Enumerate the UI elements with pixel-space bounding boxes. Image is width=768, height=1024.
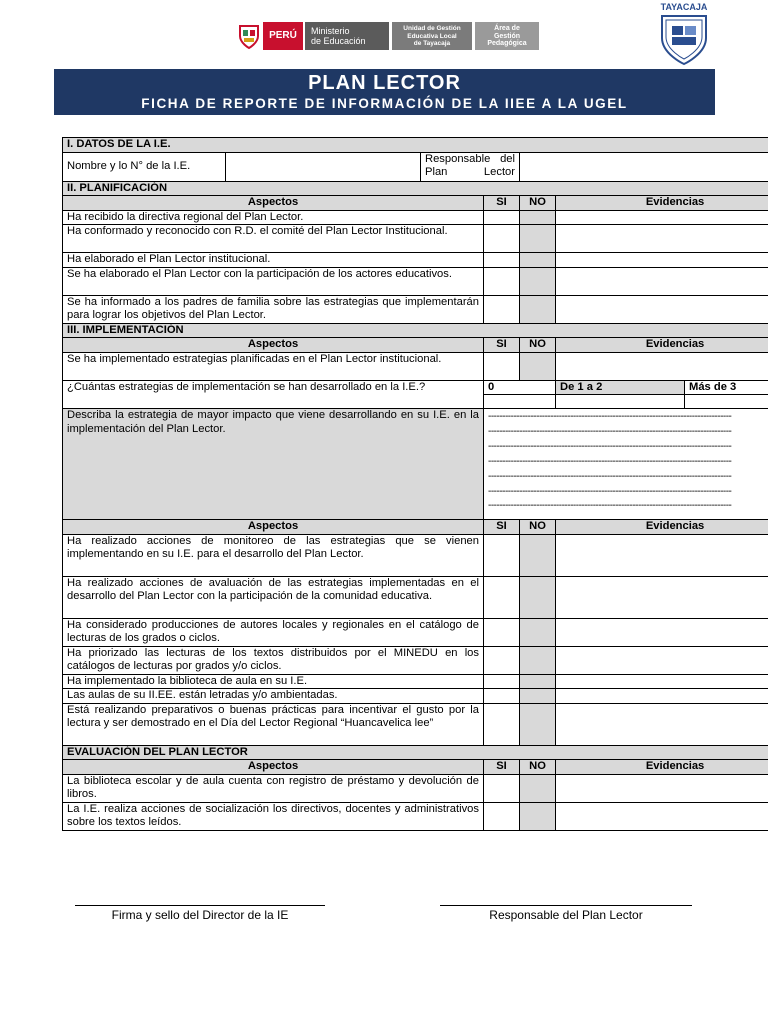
aspect-text: Ha elaborado el Plan Lector institucional.: [63, 253, 484, 268]
section-title-planificacion: II. PLANIFICACIÓN: [63, 181, 768, 196]
table-row: [63, 674, 768, 689]
table-row: [63, 295, 768, 323]
responsable-signature-line[interactable]: [440, 905, 692, 906]
si-cell[interactable]: [484, 267, 520, 295]
no-cell[interactable]: [520, 534, 556, 576]
option-mas-de-3[interactable]: Más de 3: [685, 380, 768, 395]
evidencias-cell[interactable]: [556, 210, 768, 225]
ministerio-logo: [305, 22, 389, 50]
si-cell[interactable]: [484, 774, 520, 802]
table-row: [63, 225, 768, 253]
evidencias-cell[interactable]: [556, 646, 768, 674]
section-datos-row: [63, 138, 768, 153]
dash-line: --------------------------------------------------------------------------------------: [488, 425, 732, 437]
table-row: [63, 703, 768, 745]
evidencias-cell[interactable]: [556, 267, 768, 295]
evidencias-cell[interactable]: [556, 689, 768, 704]
ugel-line3: de Tayacaja: [413, 40, 451, 47]
header-row: [63, 760, 768, 775]
table-row: [63, 253, 768, 268]
table-row: [63, 352, 768, 380]
aspect-text: Se ha implementado estrategias planificadas en el Plan Lector institucional.: [63, 352, 484, 380]
cuantas-row: [63, 380, 768, 395]
table-row: [63, 774, 768, 802]
si-cell[interactable]: [484, 534, 520, 576]
evidencias-cell[interactable]: [556, 802, 768, 830]
no-cell[interactable]: [520, 210, 556, 225]
section-implementacion-row: [63, 323, 768, 338]
dash-line: --------------------------------------------------------------------------------------: [488, 500, 732, 512]
aspect-text: Ha conformado y reconocido con R.D. el comité del Plan Lector Institucional.: [63, 225, 484, 253]
no-cell[interactable]: [520, 618, 556, 646]
ministerio-line2: de Educación: [311, 36, 366, 46]
no-cell[interactable]: [520, 352, 556, 380]
si-cell[interactable]: [484, 225, 520, 253]
no-cell[interactable]: [520, 646, 556, 674]
header-evidencias: Evidencias: [556, 760, 768, 775]
responsable-field[interactable]: [520, 152, 768, 181]
aspect-text: ¿Cuántas estrategias de implementación se han desarrollado en la I.E.?: [63, 380, 484, 409]
aspect-text: La biblioteca escolar y de aula cuenta con registro de préstamo y devolución de libros.: [63, 774, 484, 802]
dash-line: --------------------------------------------------------------------------------------: [488, 485, 732, 497]
table-row: [63, 646, 768, 674]
si-cell[interactable]: [484, 618, 520, 646]
si-cell[interactable]: [484, 210, 520, 225]
no-cell[interactable]: [520, 576, 556, 618]
director-signature-label: Firma y sello del Director de la IE: [111, 908, 289, 922]
title-bar: [54, 69, 715, 115]
evidencias-cell[interactable]: [556, 674, 768, 689]
dash-line: --------------------------------------------------------------------------------------: [488, 440, 732, 452]
si-cell[interactable]: [484, 802, 520, 830]
table-row: [63, 576, 768, 618]
aspect-text: Ha priorizado las lecturas de los textos distribuidos por el MINEDU en los catálogos de lecturas por grados y/o ciclos.: [63, 646, 484, 674]
si-cell[interactable]: [484, 674, 520, 689]
si-cell[interactable]: [484, 352, 520, 380]
aspect-text: Describa la estrategia de mayor impacto que viene desarrollando en su I.E. en la implementación del Plan Lector.: [63, 409, 484, 520]
responsable-signature-label: Responsable del Plan Lector: [489, 908, 643, 922]
aspect-text: Las aulas de su II.EE. están letradas y/o ambientadas.: [63, 689, 484, 704]
header-row: [63, 520, 768, 535]
evidencias-cell[interactable]: [556, 253, 768, 268]
area-line3: Pedagógica: [487, 40, 527, 47]
document-title: PLAN LECTOR: [308, 72, 461, 94]
area-line2: Gestión: [493, 32, 521, 40]
header-evidencias: Evidencias: [556, 338, 768, 353]
header-si: SI: [484, 196, 520, 211]
datos-row: [63, 152, 768, 181]
section-planificacion-row: [63, 181, 768, 196]
aspect-text: Está realizando preparativos o buenas prácticas para incentivar el gusto por la lectura y ser demostrado en el Día del Lector Regional “Huancavelica lee”: [63, 703, 484, 745]
header-si: SI: [484, 760, 520, 775]
table-row: [63, 618, 768, 646]
ugel-line1: Unidad de Gestión: [403, 25, 461, 32]
no-cell[interactable]: [520, 225, 556, 253]
header-aspectos: Aspectos: [63, 520, 484, 535]
dash-line: --------------------------------------------------------------------------------------: [488, 470, 732, 482]
section-title-implementacion: III. IMPLEMENTACIÓN: [63, 323, 768, 338]
si-cell[interactable]: [484, 295, 520, 323]
evidencias-cell[interactable]: [556, 618, 768, 646]
table-row: [63, 267, 768, 295]
aspect-text: Se ha elaborado el Plan Lector con la participación de los actores educativos.: [63, 267, 484, 295]
nombre-label: Nombre y lo N° de la I.E.: [63, 152, 226, 181]
option-mas-de-3-answer[interactable]: [685, 395, 768, 409]
no-cell[interactable]: [520, 703, 556, 745]
no-cell[interactable]: [520, 295, 556, 323]
responsable-label: Responsable del Plan Lector: [421, 152, 520, 181]
header-aspectos: Aspectos: [63, 760, 484, 775]
header-no: NO: [520, 520, 556, 535]
dash-line: --------------------------------------------------------------------------------------: [488, 411, 732, 422]
header-no: NO: [520, 760, 556, 775]
section-title-datos: I. DATOS DE LA I.E.: [63, 138, 768, 153]
evidencias-cell[interactable]: [556, 534, 768, 576]
aspect-text: Ha considerado producciones de autores locales y regionales en el catálogo de lecturas de los grados o ciclos.: [63, 618, 484, 646]
evidencias-cell[interactable]: [556, 774, 768, 802]
evidencias-cell[interactable]: [556, 576, 768, 618]
header-no: NO: [520, 338, 556, 353]
si-cell[interactable]: [484, 689, 520, 704]
si-cell[interactable]: [484, 703, 520, 745]
evidencias-cell[interactable]: [556, 225, 768, 253]
no-cell[interactable]: [520, 689, 556, 704]
si-cell[interactable]: [484, 646, 520, 674]
table-row: [63, 802, 768, 830]
header-si: SI: [484, 338, 520, 353]
document-subtitle: FICHA DE REPORTE DE INFORMACIÓN DE LA IIEE A LA UGEL: [141, 96, 628, 111]
page-header: [0, 0, 768, 66]
header-no: NO: [520, 196, 556, 211]
aspect-text: Ha implementado la biblioteca de aula en su I.E.: [63, 674, 484, 689]
section-evaluacion-row: [63, 745, 768, 760]
header-si: SI: [484, 520, 520, 535]
header-row: [63, 196, 768, 211]
table-row: [63, 689, 768, 704]
nombre-field[interactable]: [226, 152, 421, 181]
header-aspectos: Aspectos: [63, 196, 484, 211]
area-line1: Área de: [494, 25, 520, 32]
peru-coat-of-arms-icon: [237, 22, 261, 50]
aspect-text: La I.E. realiza acciones de socialización los directivos, docentes y administrativos sobre los textos leídos.: [63, 802, 484, 830]
ugel-line2: Educativa Local: [407, 32, 457, 40]
section-title-evaluacion: EVALUACIÓN DEL PLAN LECTOR: [63, 745, 768, 760]
aspect-text: Ha recibido la directiva regional del Plan Lector.: [63, 210, 484, 225]
evidencias-cell[interactable]: [556, 352, 768, 380]
report-form-table: [62, 137, 768, 831]
header-aspectos: Aspectos: [63, 338, 484, 353]
table-row: [63, 210, 768, 225]
no-cell[interactable]: [520, 674, 556, 689]
dash-line: --------------------------------------------------------------------------------------: [488, 455, 732, 467]
describa-row: [63, 409, 768, 520]
no-cell[interactable]: [520, 253, 556, 268]
option-0[interactable]: 0: [484, 380, 556, 395]
director-signature-line[interactable]: [75, 905, 325, 906]
describa-answer[interactable]: [484, 409, 768, 520]
header-evidencias: Evidencias: [556, 196, 768, 211]
evidencias-cell[interactable]: [556, 703, 768, 745]
header-evidencias: Evidencias: [556, 520, 768, 535]
tayacaja-label: TAYACAJA: [660, 2, 708, 12]
no-cell[interactable]: [520, 774, 556, 802]
header-row: [63, 338, 768, 353]
aspect-text: Ha realizado acciones de monitoreo de las estrategias que se vienen implementando en su I.E. para el desarrollo del Plan Lector.: [63, 534, 484, 576]
ugel-logo: [392, 22, 472, 50]
no-cell[interactable]: [520, 802, 556, 830]
option-1-a-2-answer[interactable]: [556, 395, 685, 409]
option-1-a-2[interactable]: De 1 a 2: [556, 380, 685, 395]
aspect-text: Se ha informado a los padres de familia sobre las estrategias que implementarán para lograr los objetivos del Plan Lector.: [63, 295, 484, 323]
no-cell[interactable]: [520, 267, 556, 295]
option-0-answer[interactable]: [484, 395, 556, 409]
evidencias-cell[interactable]: [556, 295, 768, 323]
table-row: [63, 534, 768, 576]
aspect-text: Ha realizado acciones de avaluación de las estrategias implementadas en el desarrollo del Plan Lector con la participación de la comunidad educativa.: [63, 576, 484, 618]
peru-label: PERÚ: [263, 22, 303, 50]
area-gestion-logo: [475, 22, 539, 50]
si-cell[interactable]: [484, 576, 520, 618]
si-cell[interactable]: [484, 253, 520, 268]
ministerio-line1: Ministerio: [311, 26, 350, 36]
